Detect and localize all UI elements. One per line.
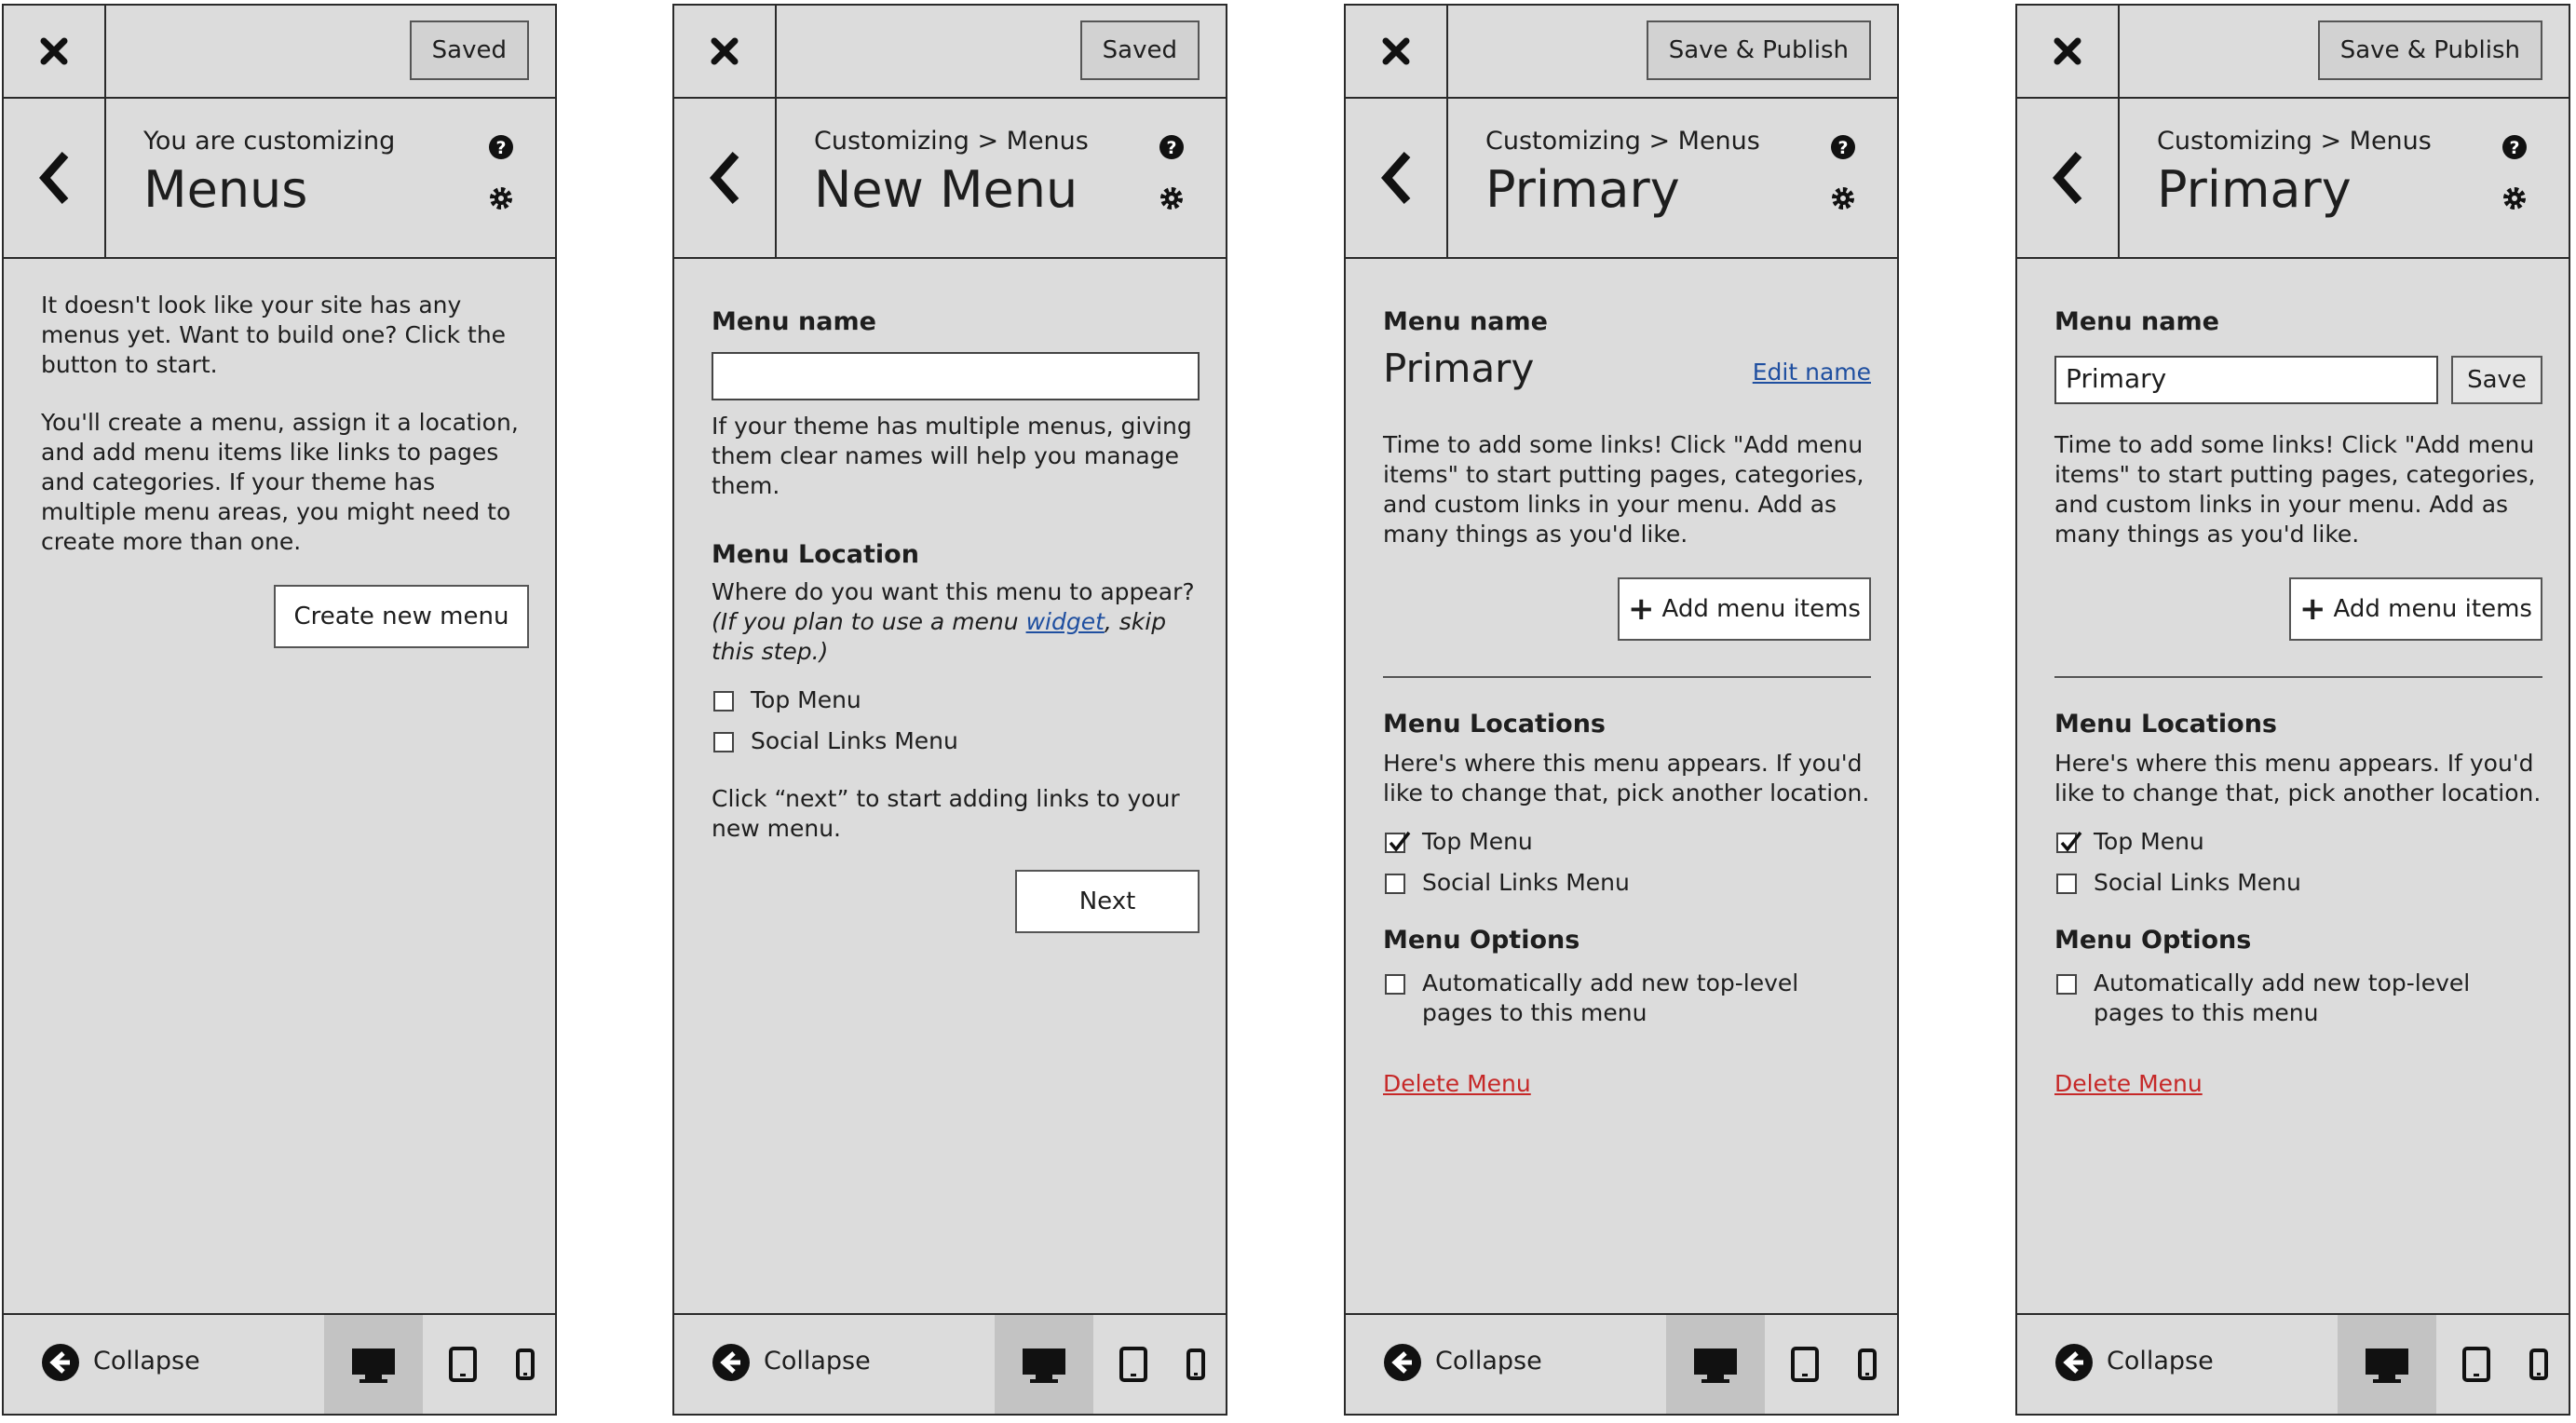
add-menu-items-label: Add menu items bbox=[1661, 595, 1861, 623]
arrow-left-circle-icon bbox=[1383, 1343, 1422, 1382]
menu-locations-help: Here's where this menu appears. If you'd like to change that, pick another location. bbox=[1383, 750, 1870, 806]
desktop-icon bbox=[2364, 1347, 2410, 1384]
panel-header bbox=[1346, 99, 1897, 259]
mobile-icon bbox=[516, 1348, 535, 1380]
menu-options-label: Menu Options bbox=[2054, 926, 2252, 955]
collapse-label: Collapse bbox=[93, 1347, 200, 1376]
svg-text:?: ? bbox=[495, 138, 507, 158]
intro-text: It doesn't look like your site has any menus yet. Want to build one? Click the button to start. bbox=[41, 291, 507, 378]
save-publish-button[interactable]: Save & Publish bbox=[1647, 20, 1871, 80]
next-button[interactable]: Next bbox=[1015, 870, 1200, 933]
help-circle-icon[interactable] bbox=[2501, 134, 2528, 160]
close-button[interactable] bbox=[4, 6, 106, 97]
save-publish-button[interactable]: Save & Publish bbox=[2318, 20, 2542, 80]
device-mobile-button[interactable] bbox=[2509, 1315, 2569, 1414]
device-tablet-button[interactable] bbox=[428, 1315, 495, 1414]
delete-menu-link[interactable]: Delete Menu bbox=[2054, 1070, 2203, 1097]
menu-name-label: Menu name bbox=[2054, 307, 2219, 336]
menu-location-hint bbox=[712, 607, 1200, 667]
collapse-label: Collapse bbox=[764, 1347, 871, 1376]
panel-header bbox=[674, 99, 1226, 259]
breadcrumb: Customizing > Menus bbox=[814, 127, 1089, 156]
next-help: Click “next” to start adding links to your new menu. bbox=[712, 785, 1180, 842]
panel-title: Primary bbox=[2157, 160, 2352, 219]
menu-name-label: Menu name bbox=[712, 307, 876, 336]
device-tablet-button[interactable] bbox=[1770, 1315, 1837, 1414]
menu-name-value: Primary bbox=[1383, 346, 1535, 391]
panel-title: New Menu bbox=[814, 160, 1078, 219]
menu-name-label: Menu name bbox=[1383, 307, 1548, 336]
checkbox-label: Automatically add new top-level pages to this menu bbox=[2094, 969, 2471, 1026]
menu-name-help: If your theme has multiple menus, giving them clear names will help you manage them. bbox=[712, 413, 1192, 499]
close-icon bbox=[39, 36, 69, 66]
checkbox-label: Top Menu bbox=[2094, 828, 2204, 855]
section-divider bbox=[1383, 676, 1871, 678]
saved-button[interactable]: Saved bbox=[1080, 20, 1200, 80]
menu-name-input[interactable] bbox=[712, 352, 1200, 400]
delete-menu-link[interactable]: Delete Menu bbox=[1383, 1070, 1531, 1097]
arrow-left-circle-icon bbox=[712, 1343, 751, 1382]
breadcrumb: You are customizing bbox=[143, 127, 396, 156]
svg-text:?: ? bbox=[1166, 138, 1177, 158]
panel-topbar bbox=[4, 6, 555, 99]
desktop-icon bbox=[350, 1347, 397, 1384]
menu-options-label: Menu Options bbox=[1383, 926, 1580, 955]
gear-icon[interactable] bbox=[488, 185, 514, 211]
mobile-icon bbox=[1858, 1348, 1877, 1380]
panel-title: Primary bbox=[1485, 160, 1680, 219]
breadcrumb: Customizing > Menus bbox=[2157, 127, 2432, 156]
close-button[interactable] bbox=[674, 6, 777, 97]
close-icon bbox=[2053, 36, 2082, 66]
panel-title: Menus bbox=[143, 160, 308, 219]
chevron-left-icon bbox=[706, 149, 743, 207]
breadcrumb: Customizing > Menus bbox=[1485, 127, 1760, 156]
chevron-left-icon bbox=[35, 149, 73, 207]
add-links-help: Time to add some links! Click "Add menu items" to start putting pages, categories, and custom links in your menu. Add as many things as you'd like. bbox=[2054, 431, 2536, 548]
device-mobile-button[interactable] bbox=[495, 1315, 555, 1414]
tablet-icon bbox=[2462, 1347, 2490, 1382]
desktop-icon bbox=[1021, 1347, 1067, 1384]
panel-topbar bbox=[2017, 6, 2569, 99]
plus-icon: + bbox=[1628, 590, 1655, 628]
collapse-label: Collapse bbox=[2107, 1347, 2214, 1376]
edit-name-link[interactable]: Edit name bbox=[1752, 359, 1871, 386]
back-button[interactable] bbox=[1346, 99, 1448, 257]
panel-header bbox=[2017, 99, 2569, 259]
panel-footer bbox=[1346, 1313, 1897, 1414]
checkbox[interactable] bbox=[2056, 833, 2077, 853]
add-menu-items-button[interactable] bbox=[2289, 577, 2542, 641]
collapse-label: Collapse bbox=[1435, 1347, 1542, 1376]
panel-topbar bbox=[674, 6, 1226, 99]
intro-text-secondary: You'll create a menu, assign it a location, and add menu items like links to pages and categories. If your theme has multiple menu areas, you might need to create more than one. bbox=[41, 409, 519, 555]
device-mobile-button[interactable] bbox=[1837, 1315, 1897, 1414]
arrow-left-circle-icon bbox=[41, 1343, 80, 1382]
customizer-panel-primary-edit-name bbox=[2015, 4, 2570, 1416]
checkbox[interactable] bbox=[2056, 874, 2077, 894]
checkbox[interactable] bbox=[713, 691, 734, 712]
menu-locations-help: Here's where this menu appears. If you'd like to change that, pick another location. bbox=[2054, 750, 2542, 806]
add-menu-items-button[interactable] bbox=[1618, 577, 1871, 641]
menu-location-question: Where do you want this menu to appear? bbox=[712, 578, 1195, 605]
help-circle-icon[interactable] bbox=[1830, 134, 1856, 160]
checkbox-label: Automatically add new top-level pages to this menu bbox=[1422, 969, 1799, 1026]
device-tablet-button[interactable] bbox=[1099, 1315, 1166, 1414]
help-circle-icon[interactable] bbox=[1159, 134, 1185, 160]
customizer-panel-primary bbox=[1344, 4, 1899, 1416]
menu-location-label: Menu Location bbox=[712, 540, 919, 569]
desktop-icon bbox=[1692, 1347, 1739, 1384]
checkbox[interactable] bbox=[2056, 974, 2077, 995]
menu-locations-label: Menu Locations bbox=[2054, 710, 2278, 739]
back-button[interactable] bbox=[4, 99, 106, 257]
device-desktop-button[interactable] bbox=[324, 1315, 423, 1414]
hint-text-pre: (If you plan to use a menu bbox=[712, 608, 1026, 635]
mobile-icon bbox=[2529, 1348, 2548, 1380]
device-desktop-button[interactable] bbox=[995, 1315, 1093, 1414]
menu-locations-label: Menu Locations bbox=[1383, 710, 1607, 739]
panel-footer bbox=[2017, 1313, 2569, 1414]
close-button[interactable] bbox=[2017, 6, 2120, 97]
plus-icon: + bbox=[2299, 590, 2326, 628]
close-icon bbox=[710, 36, 739, 66]
gear-icon[interactable] bbox=[2501, 185, 2528, 211]
checkbox[interactable] bbox=[1385, 974, 1405, 995]
panel-footer bbox=[674, 1313, 1226, 1414]
saved-button[interactable]: Saved bbox=[410, 20, 529, 80]
mobile-icon bbox=[1186, 1348, 1205, 1380]
hint-text-post: , skip this step.) bbox=[712, 608, 1167, 665]
checkbox[interactable] bbox=[713, 732, 734, 752]
close-icon bbox=[1381, 36, 1411, 66]
menu-name-input[interactable]: Primary bbox=[2054, 356, 2438, 404]
tablet-icon bbox=[1791, 1347, 1819, 1382]
back-button[interactable] bbox=[674, 99, 777, 257]
panel-header bbox=[4, 99, 555, 259]
tablet-icon bbox=[1119, 1347, 1147, 1382]
device-tablet-button[interactable] bbox=[2442, 1315, 2509, 1414]
device-desktop-button[interactable] bbox=[2338, 1315, 2436, 1414]
device-mobile-button[interactable] bbox=[1166, 1315, 1226, 1414]
back-button[interactable] bbox=[2017, 99, 2120, 257]
customizer-panel-new-menu bbox=[672, 4, 1227, 1416]
tablet-icon bbox=[449, 1347, 477, 1382]
svg-text:?: ? bbox=[1837, 138, 1849, 158]
checkbox[interactable] bbox=[1385, 874, 1405, 894]
gear-icon[interactable] bbox=[1830, 185, 1856, 211]
add-links-help: Time to add some links! Click "Add menu items" to start putting pages, categories, and custom links in your menu. Add as many things as you'd like. bbox=[1383, 431, 1864, 548]
checkmark-icon bbox=[1387, 829, 1413, 855]
checkbox-label: Social Links Menu bbox=[2094, 869, 2301, 896]
device-desktop-button[interactable] bbox=[1666, 1315, 1765, 1414]
panel-footer bbox=[4, 1313, 555, 1414]
create-new-menu-button[interactable]: Create new menu bbox=[274, 585, 529, 648]
checkbox-label: Social Links Menu bbox=[751, 727, 958, 754]
add-menu-items-label: Add menu items bbox=[2333, 595, 2532, 623]
checkmark-icon bbox=[2058, 829, 2084, 855]
checkbox-label: Top Menu bbox=[751, 686, 861, 713]
panel-topbar bbox=[1346, 6, 1897, 99]
checkbox-label: Social Links Menu bbox=[1422, 869, 1630, 896]
chevron-left-icon bbox=[2049, 149, 2086, 207]
svg-text:?: ? bbox=[2509, 138, 2520, 158]
close-button[interactable] bbox=[1346, 6, 1448, 97]
section-divider bbox=[2054, 676, 2542, 678]
checkbox-label: Top Menu bbox=[1422, 828, 1533, 855]
chevron-left-icon bbox=[1377, 149, 1415, 207]
arrow-left-circle-icon bbox=[2054, 1343, 2094, 1382]
checkbox[interactable] bbox=[1385, 833, 1405, 853]
save-name-button[interactable]: Save bbox=[2451, 356, 2542, 404]
help-circle-icon[interactable] bbox=[488, 134, 514, 160]
customizer-panel-menus bbox=[2, 4, 557, 1416]
gear-icon[interactable] bbox=[1159, 185, 1185, 211]
widget-link[interactable]: widget bbox=[1025, 608, 1105, 635]
